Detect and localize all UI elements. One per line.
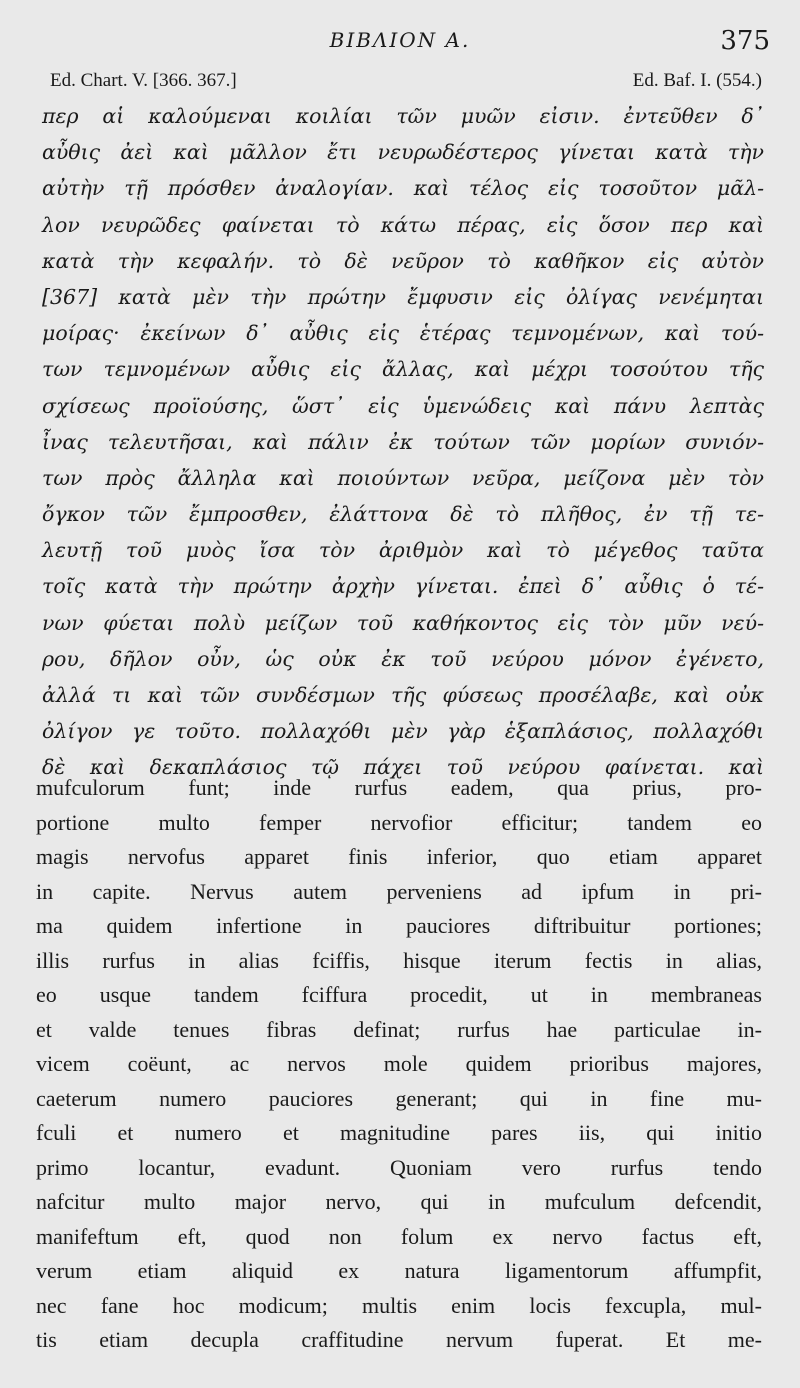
greek-text-line: των τεμνομένων αὖθις εἰς ἄλλας, καὶ μέχρι τοσούτου τῆς — [42, 357, 764, 382]
latin-text-line: eo usque tandem fciffura procedit, ut in membraneas — [36, 982, 762, 1007]
latin-text-line: tis etiam decupla craffitudine nervum fuperat. Et me- — [36, 1327, 762, 1352]
greek-text-line: ὀλίγον γε τοῦτο. πολλαχόθι μὲν γὰρ ἑξαπλάσιος, πολλαχόθι — [42, 719, 764, 744]
running-header — [0, 22, 800, 62]
greek-text-line: των πρὸς ἄλληλα καὶ ποιούντων νεῦρα, μείζονα μὲν τὸν — [42, 465, 764, 490]
greek-text-line: λον νευρῶδες φαίνεται τὸ κάτω πέρας, εἰς ὅσον περ καὶ — [42, 212, 764, 237]
latin-text-line: magis nervofus apparet finis inferior, quo etiam apparet — [36, 844, 762, 869]
greek-text-line: ἶνας τελευτῆσαι, καὶ πάλιν ἐκ τούτων τῶν μορίων συνιόν- — [42, 429, 764, 454]
greek-text-line: τοῖς κατὰ τὴν πρώτην ἀρχὴν γίνεται. ἐπεὶ δ᾽ αὖθις ὁ τέ- — [42, 574, 764, 599]
latin-text-block — [36, 771, 762, 1358]
latin-text-line: et valde tenues fibras definat; rurfus hae particulae in- — [36, 1016, 762, 1042]
latin-text-line: vicem coëunt, ac nervos mole quidem prioribus majores, — [36, 1051, 762, 1076]
greek-text-line: αὐτὴν τῇ πρόσθεν ἀναλογίαν. καὶ τέλος εἰς τοσοῦτον μᾶλ- — [42, 176, 764, 201]
edition-basel-reference: Ed. Baf. I. (554.) — [632, 70, 762, 91]
book-title: ΒΙΒΛΙΟΝ Α. — [329, 28, 471, 52]
greek-text-line: νων φύεται πολὺ μείζων τοῦ καθήκοντος εἰς τὸν μῦν νεύ- — [42, 610, 764, 635]
greek-text-line: ἀλλά τι καὶ τῶν συνδέσμων τῆς φύσεως προσέλαβε, καὶ οὐκ — [42, 683, 764, 707]
greek-text-line: [367] κατὰ μὲν τὴν πρώτην ἔμφυσιν εἰς ὀλίγας νενέμηται — [42, 284, 764, 309]
latin-text-line: nafcitur multo major nervo, qui in mufculum defcendit, — [36, 1189, 762, 1214]
latin-text-line: mufculorum funt; inde rurfus eadem, qua prius, pro- — [36, 775, 762, 800]
greek-text-line: λευτῇ τοῦ μυὸς ἴσα τὸν ἀριθμὸν καὶ τὸ μέγεθος ταῦτα — [42, 538, 764, 563]
edition-references — [50, 70, 762, 96]
greek-text-line: σχίσεως προϊούσης, ὥστ᾽ εἰς ὑμενώδεις καὶ πάνυ λεπτὰς — [42, 393, 764, 418]
latin-text-line: ma quidem infertione in pauciores diftribuitur portiones; — [36, 913, 762, 938]
latin-text-line: manifeftum eft, quod non folum ex nervo factus eft, — [36, 1223, 762, 1249]
page-number: 375 — [720, 26, 770, 56]
greek-text-line: κατὰ τὴν κεφαλήν. τὸ δὲ νεῦρον τὸ καθῆκον εἰς αὐτὸν — [42, 248, 764, 273]
latin-text-line: in capite. Nervus autem perveniens ad ipfum in pri- — [36, 878, 762, 904]
latin-text-line: caeterum numero pauciores generant; qui in fine mu- — [36, 1085, 762, 1111]
latin-text-line: verum etiam aliquid ex natura ligamentorum affumpfit, — [36, 1258, 762, 1283]
latin-text-line: primo locantur, evadunt. Quoniam vero rurfus tendo — [36, 1154, 762, 1180]
latin-text-line: nec fane hoc modicum; multis enim locis fexcupla, mul- — [36, 1292, 762, 1318]
latin-text-line: portione multo femper nervofior efficitur; tandem eo — [36, 809, 762, 835]
greek-text-line: περ αἱ καλούμεναι κοιλίαι τῶν μυῶν εἰσιν. ἐντεῦθεν δ᾽ — [42, 104, 764, 128]
greek-text-line: αὖθις ἀεὶ καὶ μᾶλλον ἔτι νευρωδέστερος γίνεται κατὰ τὴν — [42, 140, 764, 165]
greek-text-line: δὲ καὶ δεκαπλάσιος τῷ πάχει τοῦ νεύρου φαίνεται. καὶ — [42, 755, 764, 780]
greek-text-line: ὄγκον τῶν ἔμπροσθεν, ἐλάττονα δὲ τὸ πλῆθος, ἐν τῇ τε- — [42, 502, 764, 527]
edition-chart-reference: Ed. Chart. V. [366. 367.] — [50, 70, 237, 91]
latin-text-line: fculi et numero et magnitudine pares iis, qui initio — [36, 1120, 762, 1145]
greek-text-line: μοίρας· ἐκείνων δ᾽ αὖθις εἰς ἑτέρας τεμνομένων, καὶ τού- — [42, 321, 764, 346]
greek-text-block — [42, 98, 764, 786]
latin-text-line: illis rurfus in alias fciffis, hisque iterum fectis in alias, — [36, 947, 762, 973]
greek-text-line: ρου, δῆλον οὖν, ὡς οὐκ ἐκ τοῦ νεύρου μόνον ἐγένετο, — [42, 646, 764, 671]
